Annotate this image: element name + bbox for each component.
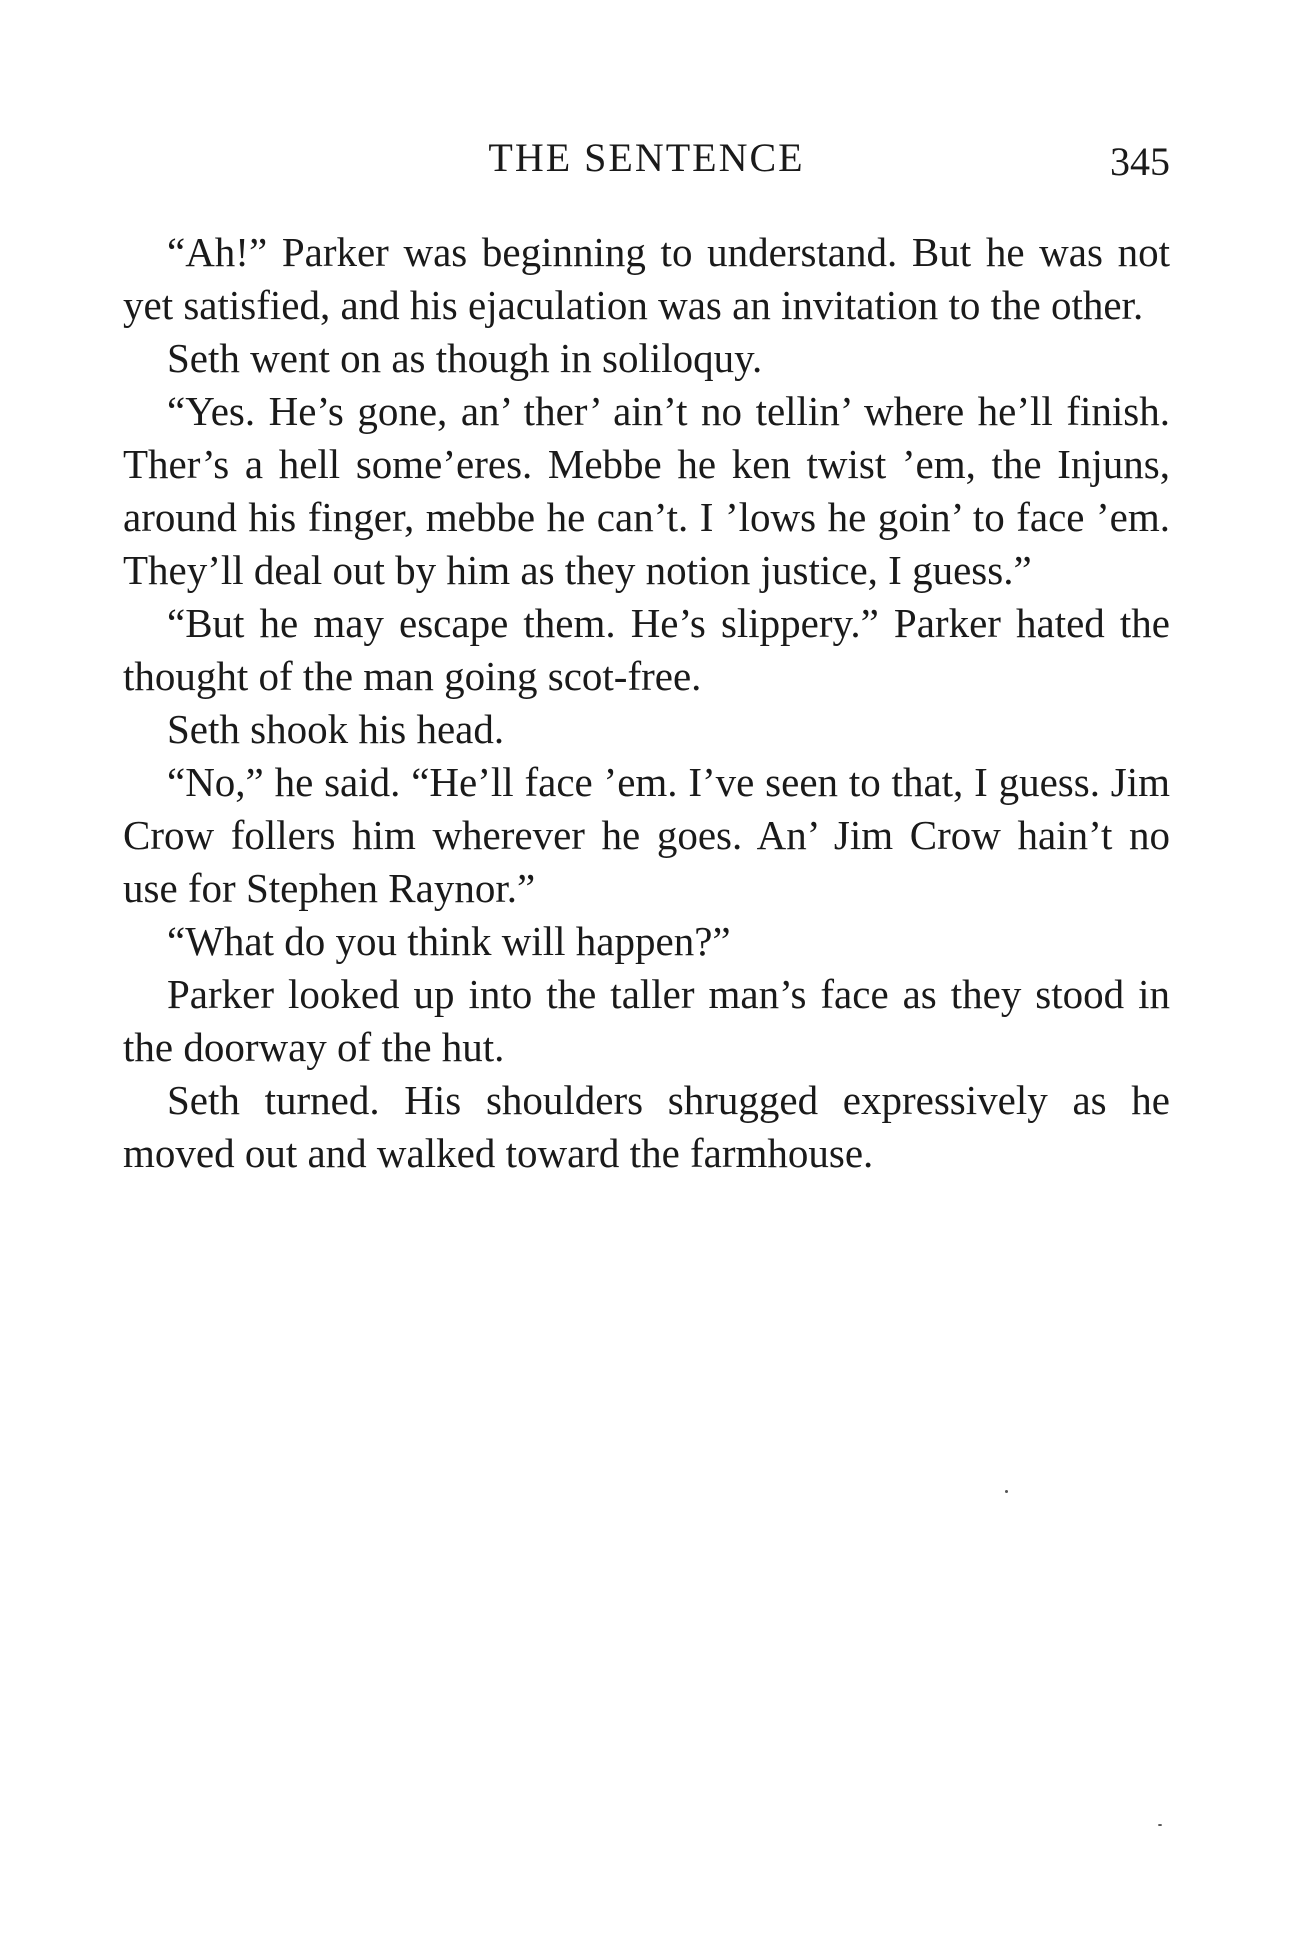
paragraph: “But he may escape them. He’s slippery.” Parker hated the thought of the man going scot-free. — [123, 600, 1170, 699]
paragraph: Parker looked up into the taller man’s face as they stood in the doorway of the hut. — [123, 971, 1170, 1070]
paragraph: Seth went on as though in soliloquy. — [167, 335, 763, 381]
running-head — [123, 128, 1170, 188]
body-text — [123, 226, 1170, 1180]
paragraph: Seth turned. His shoulders shrugged expressively as he moved out and walked toward the farmhouse. — [123, 1077, 1170, 1176]
page-number: 345 — [1110, 139, 1170, 184]
scan-speck — [1158, 1824, 1162, 1826]
paragraph: Seth shook his head. — [167, 706, 505, 752]
paragraph: “No,” he said. “He’ll face ’em. I’ve seen to that, I guess. Jim Crow follers him wherever he goes. An’ Jim Crow hain’t no use for Stephen Raynor.” — [123, 759, 1170, 911]
running-title: THE SENTENCE — [488, 135, 805, 180]
paragraph: “What do you think will happen?” — [167, 918, 731, 964]
scan-speck — [1005, 1490, 1008, 1493]
paragraph: “Ah!” Parker was beginning to understand. But he was not yet satisfied, and his ejaculation was an invitation to the other. — [123, 229, 1170, 328]
paragraph: “Yes. He’s gone, an’ ther’ ain’t no tellin’ where he’ll finish. Ther’s a hell some’eres. Mebbe he ken twist ’em, the Injuns, around his finger, mebbe he can’t. I ’lows he goin’ to face ’em. They’ll deal out by him as they notion justice, I guess.” — [123, 388, 1170, 593]
